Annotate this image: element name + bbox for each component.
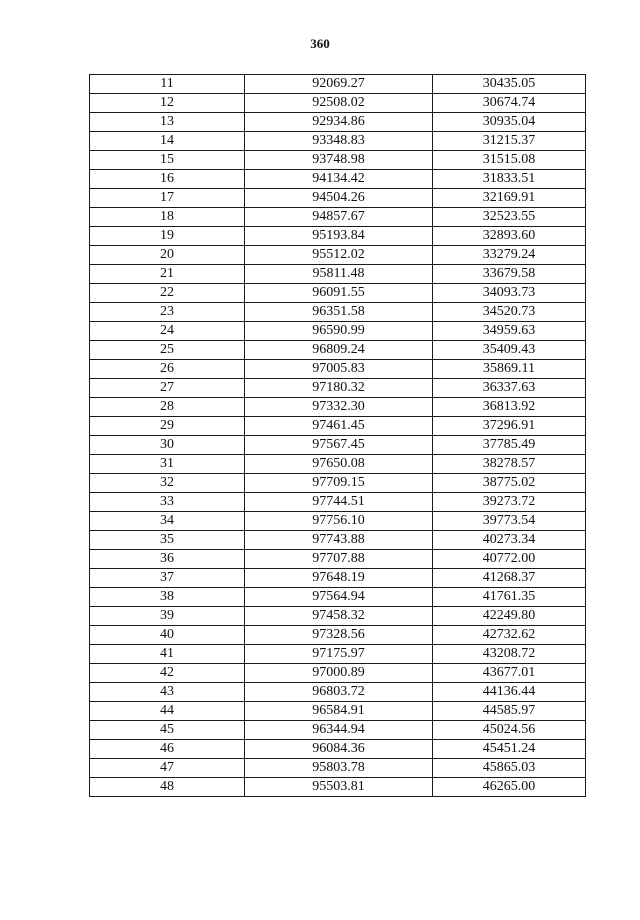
- point-index-cell: 42: [90, 664, 245, 683]
- x-coordinate-cell: 94134.42: [245, 170, 433, 189]
- point-index-cell: 40: [90, 626, 245, 645]
- point-index-cell: 30: [90, 436, 245, 455]
- table-row: [90, 607, 586, 626]
- point-index-cell: 31: [90, 455, 245, 474]
- y-coordinate-cell: 41761.35: [433, 588, 586, 607]
- x-coordinate-cell: 94857.67: [245, 208, 433, 227]
- x-coordinate-cell: 93348.83: [245, 132, 433, 151]
- point-index-cell: 36: [90, 550, 245, 569]
- table-row: [90, 360, 586, 379]
- point-index-cell: 17: [90, 189, 245, 208]
- table-row: [90, 227, 586, 246]
- table-row: [90, 569, 586, 588]
- y-coordinate-cell: 34959.63: [433, 322, 586, 341]
- point-index-cell: 32: [90, 474, 245, 493]
- table-row: [90, 75, 586, 94]
- x-coordinate-cell: 97744.51: [245, 493, 433, 512]
- x-coordinate-cell: 96084.36: [245, 740, 433, 759]
- y-coordinate-cell: 37785.49: [433, 436, 586, 455]
- table-row: [90, 702, 586, 721]
- point-index-cell: 48: [90, 778, 245, 797]
- x-coordinate-cell: 95811.48: [245, 265, 433, 284]
- point-index-cell: 12: [90, 94, 245, 113]
- table-row: [90, 170, 586, 189]
- point-index-cell: 13: [90, 113, 245, 132]
- x-coordinate-cell: 92934.86: [245, 113, 433, 132]
- x-coordinate-cell: 96590.99: [245, 322, 433, 341]
- coordinate-table-frame: [89, 74, 585, 797]
- y-coordinate-cell: 41268.37: [433, 569, 586, 588]
- point-index-cell: 25: [90, 341, 245, 360]
- table-row: [90, 208, 586, 227]
- y-coordinate-cell: 40273.34: [433, 531, 586, 550]
- y-coordinate-cell: 45451.24: [433, 740, 586, 759]
- x-coordinate-cell: 94504.26: [245, 189, 433, 208]
- point-index-cell: 18: [90, 208, 245, 227]
- table-row: [90, 113, 586, 132]
- table-row: [90, 189, 586, 208]
- table-body: [90, 75, 586, 797]
- x-coordinate-cell: 92508.02: [245, 94, 433, 113]
- point-index-cell: 23: [90, 303, 245, 322]
- y-coordinate-cell: 38278.57: [433, 455, 586, 474]
- y-coordinate-cell: 33679.58: [433, 265, 586, 284]
- x-coordinate-cell: 97180.32: [245, 379, 433, 398]
- point-index-cell: 46: [90, 740, 245, 759]
- x-coordinate-cell: 96344.94: [245, 721, 433, 740]
- y-coordinate-cell: 39773.54: [433, 512, 586, 531]
- y-coordinate-cell: 35869.11: [433, 360, 586, 379]
- point-index-cell: 47: [90, 759, 245, 778]
- y-coordinate-cell: 45024.56: [433, 721, 586, 740]
- y-coordinate-cell: 37296.91: [433, 417, 586, 436]
- x-coordinate-cell: 93748.98: [245, 151, 433, 170]
- x-coordinate-cell: 97650.08: [245, 455, 433, 474]
- x-coordinate-cell: 96809.24: [245, 341, 433, 360]
- x-coordinate-cell: 97005.83: [245, 360, 433, 379]
- table-row: [90, 645, 586, 664]
- x-coordinate-cell: 97567.45: [245, 436, 433, 455]
- y-coordinate-cell: 30935.04: [433, 113, 586, 132]
- y-coordinate-cell: 44585.97: [433, 702, 586, 721]
- y-coordinate-cell: 36337.63: [433, 379, 586, 398]
- y-coordinate-cell: 33279.24: [433, 246, 586, 265]
- y-coordinate-cell: 30674.74: [433, 94, 586, 113]
- y-coordinate-cell: 32169.91: [433, 189, 586, 208]
- x-coordinate-cell: 95803.78: [245, 759, 433, 778]
- table-row: [90, 398, 586, 417]
- point-index-cell: 37: [90, 569, 245, 588]
- table-row: [90, 94, 586, 113]
- x-coordinate-cell: 97328.56: [245, 626, 433, 645]
- point-index-cell: 19: [90, 227, 245, 246]
- x-coordinate-cell: 96584.91: [245, 702, 433, 721]
- table-row: [90, 664, 586, 683]
- table-row: [90, 626, 586, 645]
- y-coordinate-cell: 45865.03: [433, 759, 586, 778]
- point-index-cell: 11: [90, 75, 245, 94]
- x-coordinate-cell: 96091.55: [245, 284, 433, 303]
- y-coordinate-cell: 39273.72: [433, 493, 586, 512]
- table-row: [90, 436, 586, 455]
- x-coordinate-cell: 97461.45: [245, 417, 433, 436]
- x-coordinate-cell: 92069.27: [245, 75, 433, 94]
- x-coordinate-cell: 96351.58: [245, 303, 433, 322]
- table-row: [90, 284, 586, 303]
- y-coordinate-cell: 44136.44: [433, 683, 586, 702]
- table-row: [90, 588, 586, 607]
- x-coordinate-cell: 97709.15: [245, 474, 433, 493]
- point-index-cell: 45: [90, 721, 245, 740]
- point-index-cell: 39: [90, 607, 245, 626]
- table-row: [90, 531, 586, 550]
- y-coordinate-cell: 38775.02: [433, 474, 586, 493]
- x-coordinate-cell: 97458.32: [245, 607, 433, 626]
- table-row: [90, 303, 586, 322]
- y-coordinate-cell: 35409.43: [433, 341, 586, 360]
- y-coordinate-cell: 40772.00: [433, 550, 586, 569]
- point-index-cell: 15: [90, 151, 245, 170]
- point-index-cell: 35: [90, 531, 245, 550]
- y-coordinate-cell: 43677.01: [433, 664, 586, 683]
- point-index-cell: 41: [90, 645, 245, 664]
- y-coordinate-cell: 32523.55: [433, 208, 586, 227]
- y-coordinate-cell: 34520.73: [433, 303, 586, 322]
- x-coordinate-cell: 97743.88: [245, 531, 433, 550]
- table-row: [90, 265, 586, 284]
- table-row: [90, 512, 586, 531]
- x-coordinate-cell: 97707.88: [245, 550, 433, 569]
- x-coordinate-cell: 97000.89: [245, 664, 433, 683]
- point-index-cell: 43: [90, 683, 245, 702]
- x-coordinate-cell: 97756.10: [245, 512, 433, 531]
- y-coordinate-cell: 31833.51: [433, 170, 586, 189]
- table-row: [90, 132, 586, 151]
- point-index-cell: 21: [90, 265, 245, 284]
- table-row: [90, 683, 586, 702]
- point-index-cell: 29: [90, 417, 245, 436]
- y-coordinate-cell: 43208.72: [433, 645, 586, 664]
- table-row: [90, 379, 586, 398]
- table-row: [90, 550, 586, 569]
- y-coordinate-cell: 31215.37: [433, 132, 586, 151]
- table-row: [90, 341, 586, 360]
- table-row: [90, 474, 586, 493]
- x-coordinate-cell: 95503.81: [245, 778, 433, 797]
- x-coordinate-cell: 97648.19: [245, 569, 433, 588]
- point-index-cell: 22: [90, 284, 245, 303]
- page-number: 360: [310, 36, 330, 51]
- point-index-cell: 26: [90, 360, 245, 379]
- x-coordinate-cell: 97175.97: [245, 645, 433, 664]
- x-coordinate-cell: 97332.30: [245, 398, 433, 417]
- point-index-cell: 20: [90, 246, 245, 265]
- y-coordinate-cell: 42732.62: [433, 626, 586, 645]
- y-coordinate-cell: 32893.60: [433, 227, 586, 246]
- point-index-cell: 44: [90, 702, 245, 721]
- y-coordinate-cell: 42249.80: [433, 607, 586, 626]
- y-coordinate-cell: 46265.00: [433, 778, 586, 797]
- table-row: [90, 246, 586, 265]
- y-coordinate-cell: 30435.05: [433, 75, 586, 94]
- table-row: [90, 322, 586, 341]
- x-coordinate-cell: 95193.84: [245, 227, 433, 246]
- y-coordinate-cell: 36813.92: [433, 398, 586, 417]
- table-row: [90, 721, 586, 740]
- table-row: [90, 417, 586, 436]
- table-row: [90, 455, 586, 474]
- point-index-cell: 27: [90, 379, 245, 398]
- table-row: [90, 493, 586, 512]
- point-index-cell: 14: [90, 132, 245, 151]
- point-index-cell: 28: [90, 398, 245, 417]
- coordinate-table: [89, 74, 586, 797]
- point-index-cell: 33: [90, 493, 245, 512]
- x-coordinate-cell: 97564.94: [245, 588, 433, 607]
- table-row: [90, 740, 586, 759]
- point-index-cell: 16: [90, 170, 245, 189]
- y-coordinate-cell: 31515.08: [433, 151, 586, 170]
- point-index-cell: 38: [90, 588, 245, 607]
- table-row: [90, 759, 586, 778]
- x-coordinate-cell: 96803.72: [245, 683, 433, 702]
- table-row: [90, 151, 586, 170]
- y-coordinate-cell: 34093.73: [433, 284, 586, 303]
- x-coordinate-cell: 95512.02: [245, 246, 433, 265]
- table-row: [90, 778, 586, 797]
- point-index-cell: 24: [90, 322, 245, 341]
- point-index-cell: 34: [90, 512, 245, 531]
